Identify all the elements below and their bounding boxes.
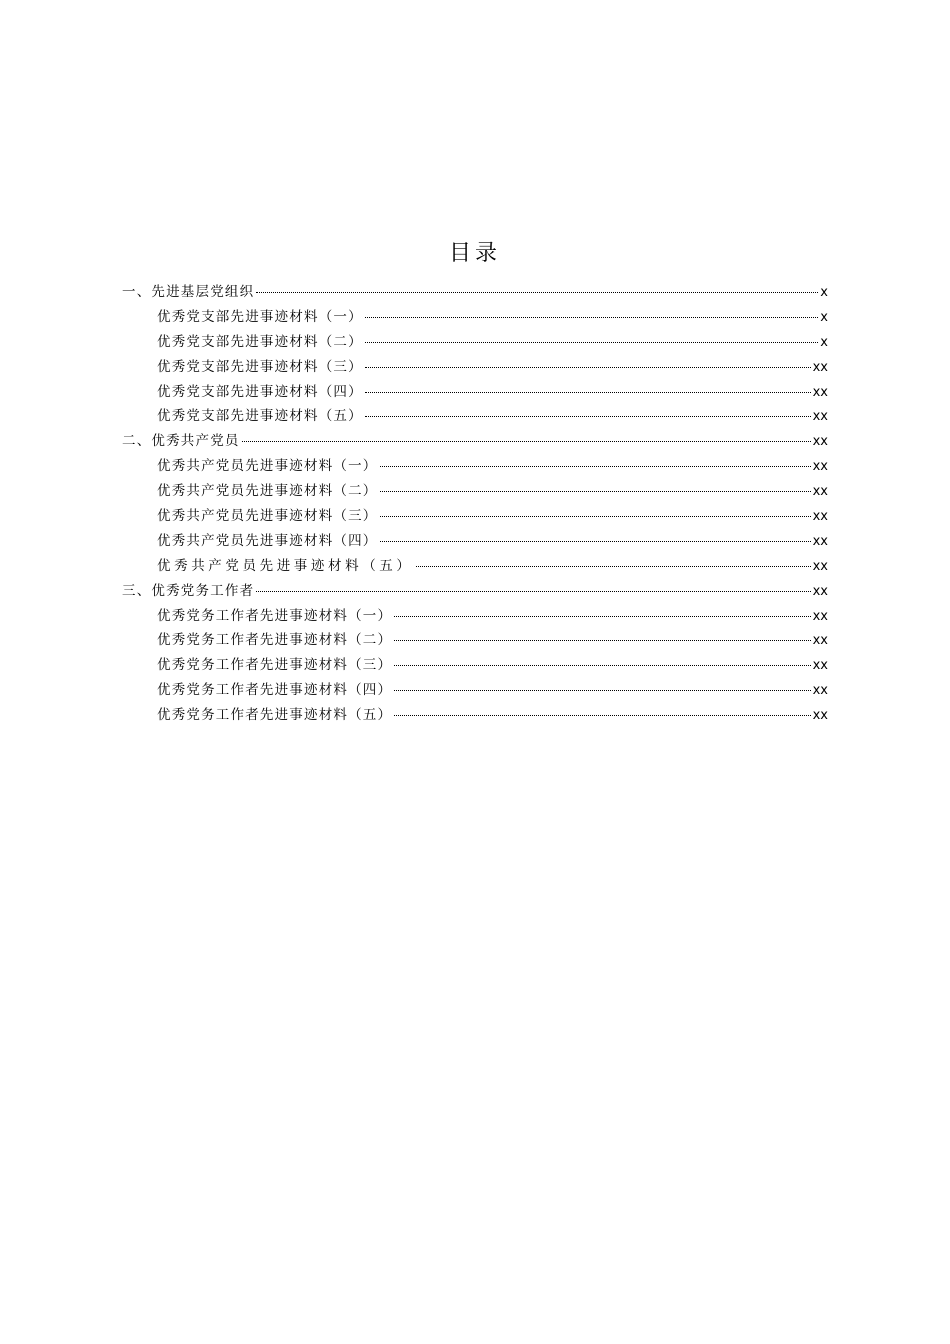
dot-leader [394,665,810,666]
toc-entry-text: 一、先进基层党组织 [122,284,255,300]
dot-leader [416,566,811,567]
toc-entry[interactable] [122,454,828,479]
toc-page-number: xx [812,359,828,375]
dot-leader [365,416,811,417]
toc-page-number: xx [812,633,828,649]
toc-entry[interactable] [122,579,828,604]
toc-entry[interactable] [122,330,828,355]
toc-title: 目录 [448,241,501,266]
toc-entry-text: 优秀党务工作者先进事迹材料（二） [157,632,393,649]
toc-page-number: xx [812,533,828,549]
toc-entry[interactable] [122,653,828,678]
toc-entry[interactable] [122,355,828,380]
dot-leader [380,541,811,542]
toc-entry[interactable] [122,429,828,454]
toc-entry[interactable] [122,404,828,429]
dot-leader [365,367,811,368]
toc-page-number: xx [812,509,828,525]
toc-entry-text: 优秀共产党员先进事迹材料（一） [157,458,378,475]
table-of-contents [122,280,828,728]
toc-page-number: xx [812,658,828,674]
dot-leader [365,392,811,393]
toc-entry-text: 优秀党务工作者先进事迹材料（四） [157,682,393,699]
dot-leader [365,317,818,318]
toc-entry[interactable] [122,703,828,728]
toc-page-number: xx [812,484,828,500]
toc-entry-text: 优秀党支部先进事迹材料（四） [157,383,363,400]
toc-entry-text: 优秀党支部先进事迹材料（二） [157,333,363,350]
toc-entry-text: 二、优秀共产党员 [122,433,240,450]
toc-entry-text: 三、优秀党务工作者 [122,582,255,599]
dot-leader [394,616,810,617]
toc-entry-text: 优秀共产党员先进事迹材料（三） [157,508,378,525]
toc-page-number: x [820,285,828,300]
toc-page-number: xx [812,384,828,400]
toc-page-number: xx [812,558,828,574]
toc-entry-text: 优秀共产党员先进事迹材料（四） [157,532,378,549]
dot-leader [256,292,818,293]
toc-page-number: xx [812,708,828,724]
dot-leader [380,466,811,467]
dot-leader [394,690,810,691]
toc-entry[interactable] [122,678,828,703]
dot-leader [256,591,810,592]
toc-entry-text: 优秀共产党员先进事迹材料（二） [157,483,378,500]
toc-entry-text: 优秀党支部先进事迹材料（五） [157,408,363,425]
toc-entry[interactable] [122,479,828,504]
dot-leader [380,516,811,517]
toc-entry[interactable] [122,504,828,529]
toc-page-number: xx [812,583,828,599]
toc-entry[interactable] [122,280,828,305]
toc-entry[interactable] [122,628,828,653]
toc-page-number: xx [812,459,828,475]
toc-entry-text: 优秀党支部先进事迹材料（一） [157,308,363,325]
toc-page-number: xx [812,434,828,450]
toc-entry[interactable] [122,604,828,629]
toc-entry[interactable] [122,529,828,554]
toc-entry-text: 优秀党务工作者先进事迹材料（五） [157,707,393,724]
dot-leader [242,441,811,442]
toc-entry-text: 优秀共产党员先进事迹材料（五） [157,557,414,574]
toc-page-number: x [820,334,828,350]
dot-leader [394,715,810,716]
toc-entry-text: 优秀党支部先进事迹材料（三） [157,358,363,375]
toc-page-number: xx [812,683,828,699]
toc-page-number: x [820,309,828,325]
toc-entry[interactable] [122,380,828,405]
toc-entry[interactable] [122,305,828,330]
toc-entry-text: 优秀党务工作者先进事迹材料（一） [157,607,393,624]
toc-page-number: xx [812,409,828,425]
dot-leader [365,342,818,343]
dot-leader [380,491,811,492]
dot-leader [394,640,810,641]
toc-entry[interactable] [122,554,828,579]
toc-page-number: xx [812,608,828,624]
toc-entry-text: 优秀党务工作者先进事迹材料（三） [157,657,393,674]
